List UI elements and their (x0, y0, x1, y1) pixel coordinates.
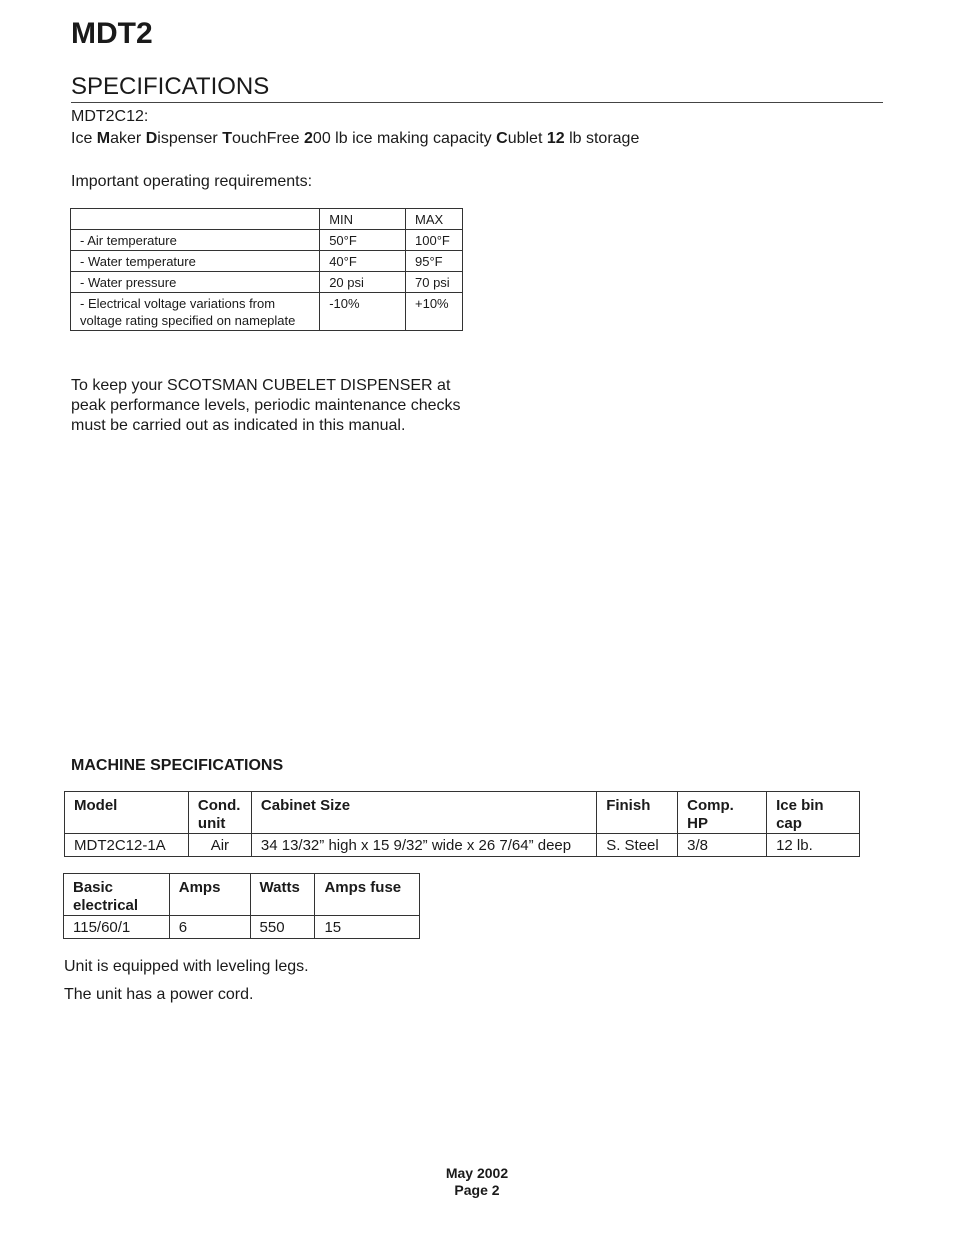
electrical-table-cell: 15 (315, 916, 420, 939)
model-description-part: C (496, 130, 508, 147)
requirements-table-cell: 100°F (406, 230, 463, 251)
requirements-table-cell: -10% (320, 293, 406, 331)
requirements-table-header-cell: MAX (406, 209, 463, 230)
machine-specs-table (64, 791, 860, 857)
machine-table-header-cell: Model (65, 792, 189, 834)
requirements-table-cell: - Water pressure (71, 272, 320, 293)
model-description-part: ouchFree (231, 130, 305, 147)
model-description (71, 130, 639, 148)
requirements-table-row (71, 230, 463, 251)
model-description-part: D (145, 130, 158, 147)
machine-specs-heading: MACHINE SPECIFICATIONS (71, 757, 284, 774)
requirements-table-cell: 70 psi (406, 272, 463, 293)
requirements-table-cell: 40°F (320, 251, 406, 272)
requirements-table-header-cell: MIN (320, 209, 406, 230)
page-footer (0, 1165, 954, 1199)
model-description-part: M (96, 130, 111, 147)
machine-table-header-row (65, 792, 860, 834)
requirements-table-cell: 50°F (320, 230, 406, 251)
requirements-table-cell: 95°F (406, 251, 463, 272)
model-description-part: 2 (304, 130, 313, 147)
electrical-table-header-cell: Watts (250, 874, 315, 916)
machine-table-cell: MDT2C12-1A (65, 834, 189, 857)
model-description-part: lb storage (564, 130, 640, 147)
electrical-table-row (64, 916, 420, 939)
footer-page-number: Page 2 (454, 1182, 500, 1198)
requirements-table-row (71, 272, 463, 293)
model-description-part: Ice (71, 130, 97, 147)
electrical-specs-table (63, 873, 420, 939)
note-leveling-legs: Unit is equipped with leveling legs. (64, 958, 309, 975)
requirements-table-cell: +10% (406, 293, 463, 331)
footer-date: May 2002 (445, 1165, 509, 1181)
requirements-table-cell: - Water temperature (71, 251, 320, 272)
machine-table-cell: 12 lb. (767, 834, 860, 857)
electrical-table-cell: 115/60/1 (64, 916, 170, 939)
electrical-table-header-row (64, 874, 420, 916)
note-power-cord: The unit has a power cord. (64, 986, 254, 1003)
electrical-table-cell: 550 (250, 916, 315, 939)
operating-requirements-table (70, 208, 463, 331)
electrical-table-header-cell: Basic electrical (64, 874, 170, 916)
model-description-part: 12 (546, 130, 565, 147)
machine-table-cell: 34 13/32” high x 15 9/32” wide x 26 7/64” deep (251, 834, 596, 857)
electrical-table-header-cell: Amps (169, 874, 250, 916)
machine-table-cell: Air (188, 834, 251, 857)
electrical-table-header-cell: Amps fuse (315, 874, 420, 916)
requirements-table-header-row (71, 209, 463, 230)
document-title: MDT2 (71, 17, 153, 50)
model-description-part: aker (110, 130, 146, 147)
machine-table-header-cell: Cond. unit (188, 792, 251, 834)
electrical-table-cell: 6 (169, 916, 250, 939)
requirements-table-cell: 20 psi (320, 272, 406, 293)
requirements-table-row (71, 293, 463, 331)
model-description-part: 00 lb ice making capacity (312, 130, 497, 147)
machine-table-header-cell: Finish (597, 792, 678, 834)
machine-table-header-cell: Cabinet Size (251, 792, 596, 834)
model-description-part: T (222, 130, 232, 147)
machine-table-row (65, 834, 860, 857)
machine-table-header-cell: Comp. HP (678, 792, 767, 834)
machine-table-header-cell: Ice bin cap (767, 792, 860, 834)
requirements-table-header-cell (71, 209, 320, 230)
requirements-table-cell: - Electrical voltage variations from voltage rating specified on nameplate (71, 293, 320, 331)
machine-table-cell: S. Steel (597, 834, 678, 857)
model-description-part: ublet (507, 130, 547, 147)
section-heading: SPECIFICATIONS (71, 72, 883, 103)
machine-table-cell: 3/8 (678, 834, 767, 857)
requirements-title: Important operating requirements: (71, 173, 313, 190)
model-description-part: ispenser (157, 130, 223, 147)
maintenance-paragraph: To keep your SCOTSMAN CUBELET DISPENSER at peak performance levels, periodic maintenance checks must be carried out as indicated in this manual. (71, 377, 461, 434)
requirements-table-row (71, 251, 463, 272)
requirements-table-cell: - Air temperature (71, 230, 320, 251)
model-code: MDT2C12: (71, 108, 149, 125)
